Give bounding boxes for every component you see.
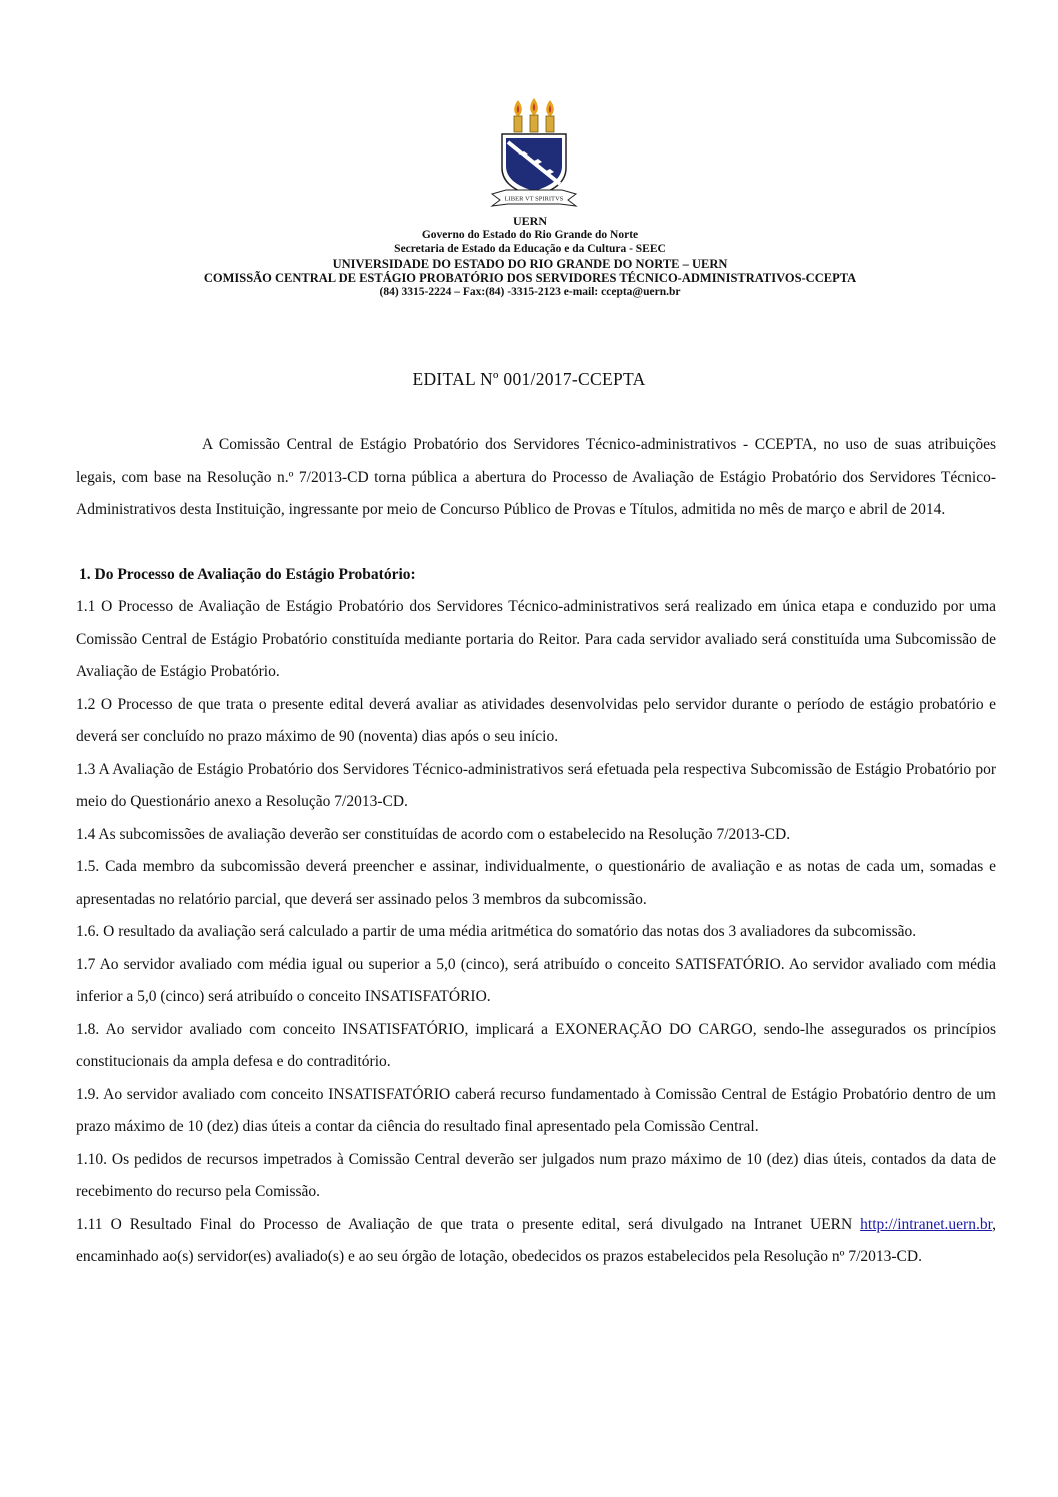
header-contact: (84) 3315-2224 – Fax:(84) -3315-2123 e-mail: ccepta@uern.br [379,286,681,299]
item-1-10: 1.10. Os pedidos de recursos impetrados à Comissão Central deverão ser julgados num prazo máximo de 10 (dez) dias úteis, contados da data de recebimento do recurso pela Comissão. [76,1150,996,1200]
university-logo [488,96,580,210]
section-heading: 1. Do Processo de Avaliação do Estágio Probatório: [79,565,416,583]
document-title: EDITAL Nº 001/2017-CCEPTA [412,369,646,389]
item-1-9: 1.9. Ao servidor avaliado com conceito INSATISFATÓRIO caberá recurso fundamentado à Comissão Central de Estágio Probatório dentro de um prazo máximo de 10 (dez) dias úteis a contar da ciência do resultado final apresentado pela Comissão Central. [76,1085,996,1135]
item-1-6: 1.6. O resultado da avaliação será calculado a partir de uma média aritmética do somatório das notas dos 3 avaliadores da subcomissão. [76,923,917,940]
intro-paragraph: A Comissão Central de Estágio Probatório dos Servidores Técnico-administrativos - CCEPTA, no uso de suas atribuições legais, com base na Resolução n.º 7/2013-CD torna pública a abertura do Processo de Avaliação de Estágio Probatório dos Servidores Técnico-Administrativos desta Instituição, ingressante por meio de Concurso Público de Provas e Títulos, admitida no mês de março e abril de 2014. [76,436,996,518]
item-1-5: 1.5. Cada membro da subcomissão deverá preencher e assinar, individualmente, o questionário de avaliação e as notas de cada um, somadas e apresentadas no relatório parcial, que deverá ser assinado pelos 3 membros da subcomissão. [76,858,996,908]
header-university: UNIVERSIDADE DO ESTADO DO RIO GRANDE DO NORTE – UERN [332,256,728,271]
intranet-link[interactable]: http://intranet.uern.br [860,1215,993,1233]
item-1-11-text: 1.11 O Resultado Final do Processo de Avaliação de que trata o presente edital, será divulgado na Intranet UERN [76,1215,861,1233]
logo-motto: LIBER VT SPIRITVS [504,195,564,203]
document-header [60,214,1000,299]
item-1-3: 1.3 A Avaliação de Estágio Probatório dos Servidores Técnico-administrativos será efetuada pela respectiva Subcomissão de Estágio Probatório por meio do Questionário anexo a Resolução 7/2013-CD. [76,760,996,810]
header-government: Governo do Estado do Rio Grande do Norte [421,229,639,242]
header-secretariat: Secretaria de Estado da Educação e da Cultura - SEEC [394,243,666,256]
item-1-4: 1.4 As subcomissões de avaliação deverão ser constituídas de acordo com o estabelecido na Resolução 7/2013-CD. [76,825,791,843]
uern-crest-icon [488,96,580,210]
item-1-11-text-end: , encaminhado ao(s) servidor(es) avaliado(s) e ao seu órgão de lotação, obedecidos os prazos estabelecidos pela Resolução nº 7/2013-CD. [76,1215,996,1265]
header-acronym: UERN [512,214,547,228]
item-1-2: 1.2 O Processo de que trata o presente edital deverá avaliar as atividades desenvolvidas pelo servidor durante o período de estágio probatório e deverá ser concluído no prazo máximo de 90 (noventa) dias após o seu início. [76,695,996,745]
document-body [76,429,996,1274]
header-commission: COMISSÃO CENTRAL DE ESTÁGIO PROBATÓRIO DOS SERVIDORES TÉCNICO-ADMINISTRATIVOS-CCEPTA [203,270,857,285]
item-1-7: 1.7 Ao servidor avaliado com média igual ou superior a 5,0 (cinco), será atribuído o conceito SATISFATÓRIO. Ao servidor avaliado com média inferior a 5,0 (cinco) será atribuído o conceito INSATISFATÓRIO. [76,955,996,1005]
item-1-1: 1.1 O Processo de Avaliação de Estágio Probatório dos Servidores Técnico-administrativos será realizado em única etapa e conduzido por uma Comissão Central de Estágio Probatório constituída mediante portaria do Reitor. Para cada servidor avaliado será constituída uma Subcomissão de Avaliação de Estágio Probatório. [76,598,996,680]
item-1-8: 1.8. Ao servidor avaliado com conceito INSATISFATÓRIO, implicará a EXONERAÇÃO DO CARGO, sendo-lhe assegurados os princípios constitucionais da ampla defesa e do contraditório. [76,1020,996,1070]
item-1-11 [76,1209,996,1274]
